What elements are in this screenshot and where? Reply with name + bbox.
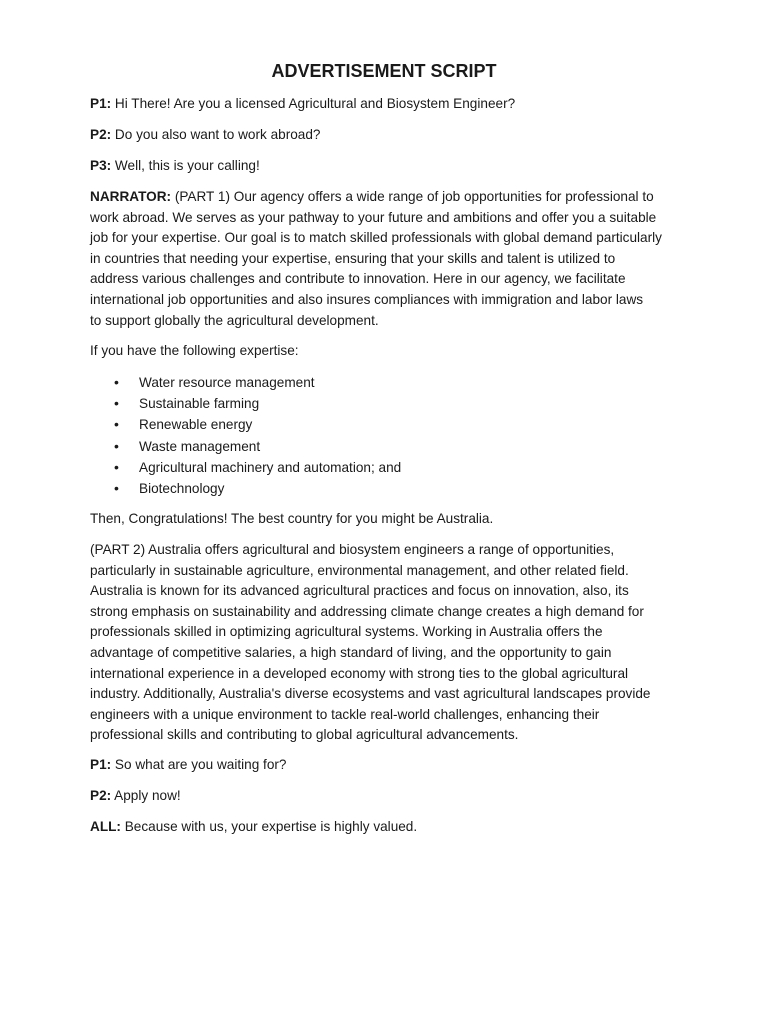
expertise-intro: If you have the following expertise: — [90, 343, 299, 358]
bullet-icon: • — [114, 458, 119, 475]
p2-outro-line — [90, 786, 690, 807]
dialogue-text: So what are you waiting for? — [111, 757, 287, 772]
bullet-icon: • — [114, 479, 119, 496]
part2-paragraph — [90, 540, 690, 746]
paragraph-line: job for your expertise. Our goal is to match skilled professionals with global demand particularly — [90, 230, 662, 246]
speaker-label: NARRATOR: — [90, 189, 172, 204]
dialogue-text: Well, this is your calling! — [111, 158, 260, 173]
bullet-icon: • — [114, 374, 119, 390]
dialogue-text: Hi There! Are you a licensed Agricultural and Biosystem Engineer? — [111, 96, 516, 111]
list-item: • Agricultural machinery and automation; and — [114, 457, 401, 478]
paragraph-line: particularly in sustainable agriculture, environmental management, and other related field. — [90, 562, 629, 578]
paragraph-line: to support globally the agricultural development. — [90, 312, 379, 328]
dialogue-text: Do you also want to work abroad? — [111, 127, 321, 142]
list-item: • Renewable energy — [114, 414, 401, 435]
p2-intro-line — [90, 125, 690, 146]
dialogue-text: Because with us, your expertise is highly valued. — [120, 819, 418, 834]
paragraph-line: professional skills and contributing to global agricultural advancements. — [90, 727, 519, 743]
paragraph-line: address various challenges and contribute to innovation. Here in our agency, we facilitate — [90, 271, 626, 287]
expertise-list — [114, 372, 401, 499]
paragraph-line: in countries that needing your expertise, ensuring that your skills and talent is utilized to — [90, 250, 616, 266]
list-item: • Waste management — [114, 436, 401, 457]
bullet-icon: • — [114, 437, 119, 454]
list-item: • Biotechnology — [114, 478, 401, 499]
all-outro-line — [90, 817, 690, 838]
speaker-label: ALL: — [90, 819, 121, 834]
congrats-line: Then, Congratulations! The best country for you might be Australia. — [90, 511, 494, 526]
list-item: • Water resource management — [114, 372, 401, 393]
paragraph-line: engineers with a unique environment to tackle real-world challenges, enhancing their — [90, 706, 600, 722]
speaker-label: P1: — [90, 757, 112, 772]
speaker-label: P3: — [90, 158, 112, 173]
paragraph-line: international experience in a developed economy with strong ties to the global agricultural — [90, 665, 629, 681]
speaker-label: P2: — [90, 127, 112, 142]
paragraph-line: strong emphasis on sustainability and addressing climate change creates a high demand for — [90, 603, 644, 619]
p3-intro-line — [90, 156, 690, 177]
list-item: • Sustainable farming — [114, 393, 401, 414]
paragraph-line: industry. Additionally, Australia's diverse ecosystems and vast agricultural landscapes provide — [90, 686, 651, 702]
paragraph-line: NARRATOR: (PART 1) Our agency offers a wide range of job opportunities for professional to — [90, 189, 654, 204]
narrator-paragraph — [90, 187, 690, 331]
page-title: ADVERTISEMENT SCRIPT — [271, 61, 497, 81]
bullet-icon: • — [114, 395, 119, 412]
p1-intro-line — [90, 94, 690, 115]
paragraph-line: (PART 2) Australia offers agricultural and biosystem engineers a range of opportunities, — [90, 542, 615, 557]
paragraph-line: Australia is known for its advanced agricultural practices and focus on innovation, also, its — [90, 583, 629, 599]
paragraph-line: international job opportunities and also insures compliances with immigration and labor laws — [90, 291, 644, 307]
paragraph-line: work abroad. We serves as your pathway to your future and ambitions and offer you a suitable — [90, 209, 657, 225]
p1-outro-line — [90, 755, 690, 776]
dialogue-text: Apply now! — [111, 788, 181, 803]
speaker-label: P2: — [90, 788, 112, 803]
paragraph-line: professionals skilled in optimizing agricultural systems. Working in Australia offers the — [90, 624, 603, 640]
bullet-icon: • — [114, 416, 119, 433]
speaker-label: P1: — [90, 96, 112, 111]
paragraph-line: advantage of competitive salaries, a high standard of living, and the opportunity to gain — [90, 644, 612, 660]
